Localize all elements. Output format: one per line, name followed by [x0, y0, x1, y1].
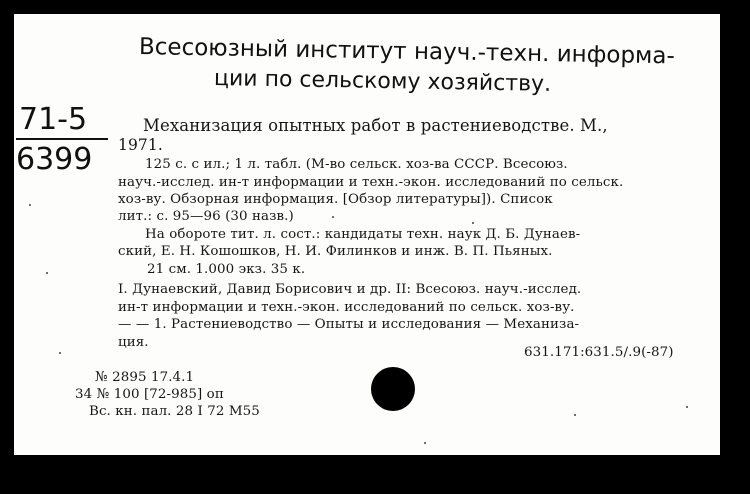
tracings-line-3: — — 1. Растениеводство — Опыты и исследования — Механиза-: [118, 317, 580, 332]
scan-speck: [472, 222, 474, 224]
scan-speck: [424, 442, 426, 444]
physical-size: 21 см. 1.000 экз. 35 к.: [147, 262, 306, 277]
desc-line-3: хоз-ву. Обзорная информация. [Обзор литературы]). Список: [118, 192, 553, 207]
record-year: 1971.: [118, 136, 163, 154]
tracings-line-4: ция.: [118, 335, 149, 350]
desc-line-4: лит.: с. 95—96 (30 назв.): [118, 209, 294, 224]
catalog-card: [14, 14, 720, 455]
handwritten-org-line-2: ции по сельскому хозяйству.: [213, 66, 552, 97]
tracings-line-1: I. Дунаевский, Давид Борисович и др. II: Всесоюз. науч.-исслед.: [118, 282, 582, 297]
shelf-mark: 71-5: [19, 102, 88, 137]
scan-speck: [332, 216, 334, 218]
scan-speck: [686, 406, 688, 408]
desc-line-2: науч.-исслед. ин-т информации и техн.-экон. исследований по сельск.: [118, 175, 624, 190]
handwritten-org-line-1: Всесоюзный институт науч.-техн. информа-: [138, 34, 676, 70]
record-title: Механизация опытных работ в растениеводстве. М.,: [143, 116, 608, 135]
scan-speck: [59, 352, 61, 354]
scan-speck: [29, 204, 31, 206]
classification-code: 631.171:631.5/.9(-87): [524, 345, 674, 360]
shelf-number: 6399: [16, 142, 93, 177]
tracings-line-2: ин-т информации и техн.-экон. исследований по сельск. хоз-ву.: [118, 300, 575, 315]
authors-line-2: ский, Е. Н. Кошошков, Н. И. Филинков и инж. В. П. Пьяных.: [118, 244, 553, 259]
shelf-mark-underline: [16, 138, 108, 140]
footer-line-3: Вс. кн. пал. 28 I 72 М55: [89, 404, 260, 419]
punch-hole: [371, 367, 415, 411]
footer-line-2: 34 № 100 [72-985] оп: [75, 387, 224, 402]
scan-speck: [46, 272, 48, 274]
authors-line-1: На обороте тит. л. сост.: кандидаты техн. наук Д. Б. Дунаев-: [145, 227, 581, 242]
desc-line-1: 125 с. с ил.; 1 л. табл. (М-во сельск. хоз-ва СССР. Всесоюз.: [145, 157, 568, 172]
scan-speck: [574, 414, 576, 416]
footer-line-1: № 2895 17.4.1: [95, 370, 195, 385]
